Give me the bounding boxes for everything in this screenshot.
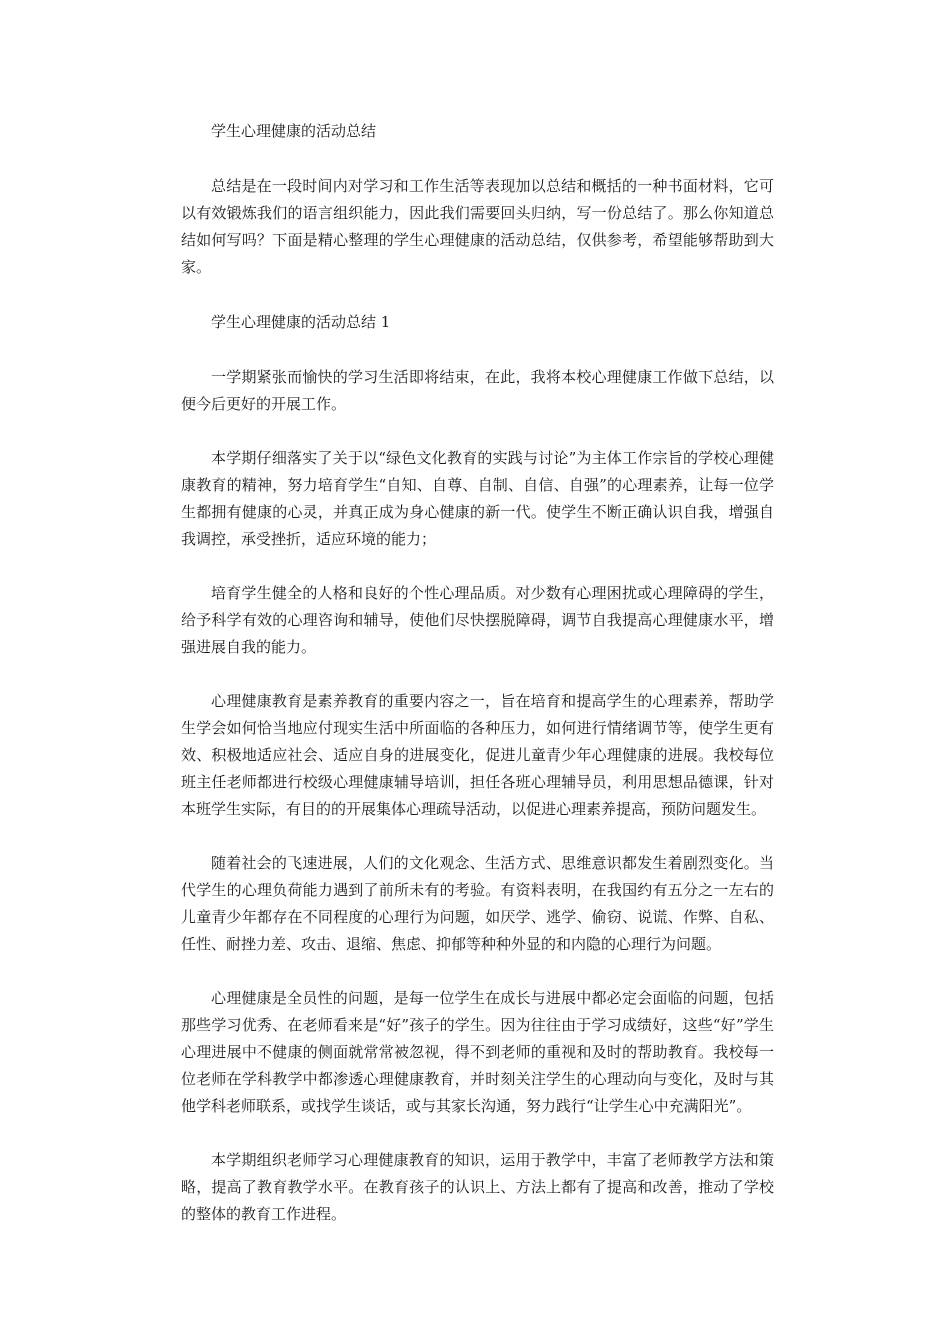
body-paragraph: 本学期仔细落实了关于以“绿色文化教育的实践与讨论”为主体工作宗旨的学校心理健康教育的精神，努力培育学生“自知、自尊、自制、自信、自强”的心理素养，让每一位学生都拥有健康的心灵，并真正成为身心健康的新一代。使学生不断正确认识自我，增强自我调控，承受挫折，适应环境的能力； — [181, 449, 774, 548]
document-title: 学生心理健康的活动总结 — [211, 122, 377, 140]
body-paragraph: 心理健康是全员性的问题，是每一位学生在成长与进展中都必定会面临的问题，包括那些学习优秀、在老师看来是“好”孩子的学生。因为往往由于学习成绩好，这些“好”学生心理进展中不健康的侧面就常常被忽视，得不到老师的重视和及时的帮助教育。我校每一位老师在学科教学中都渗透心理健康教育，并时刻关注学生的心理动向与变化，及时与其他学科老师联系，或找学生谈话，或与其家长沟通，努力践行“让学生心中充满阳光”。 — [181, 989, 774, 1115]
body-paragraph: 随着社会的飞速进展，人们的文化观念、生活方式、思维意识都发生着剧烈变化。当代学生的心理负荷能力遇到了前所未有的考验。有资料表明，在我国约有五分之一左右的儿童青少年都存在不同程度的心理行为问题，如厌学、逃学、偷窃、说谎、作弊、自私、任性、耐挫力差、攻击、退缩、焦虑、抑郁等种种外显的和内隐的心理行为问题。 — [181, 854, 774, 953]
body-paragraph: 本学期组织老师学习心理健康教育的知识，运用于教学中，丰富了老师教学方法和策略，提高了教育教学水平。在教育孩子的认识上、方法上都有了提高和改善，推动了学校的整体的教育工作进程。 — [181, 1151, 774, 1223]
intro-paragraph: 总结是在一段时间内对学习和工作生活等表现加以总结和概括的一种书面材料，它可以有效锻炼我们的语言组织能力，因此我们需要回头归纳，写一份总结了。那么你知道总结如何写吗？下面是精心整理的学生心理健康的活动总结，仅供参考，希望能够帮助到大家。 — [181, 177, 774, 276]
section-title: 学生心理健康的活动总结 1 — [211, 313, 391, 331]
body-paragraph: 心理健康教育是素养教育的重要内容之一，旨在培育和提高学生的心理素养，帮助学生学会如何恰当地应付现实生活中所面临的各种压力，如何进行情绪调节等，使学生更有效、积极地适应社会、适应自身的进展变化，促进儿童青少年心理健康的进展。我校每位班主任老师都进行校级心理健康辅导培训，担任各班心理辅导员，利用思想品德课，针对本班学生实际，有目的的开展集体心理疏导活动，以促进心理素养提高，预防问题发生。 — [181, 692, 774, 818]
body-paragraph: 培育学生健全的人格和良好的个性心理品质。对少数有心理困扰或心理障碍的学生，给予科学有效的心理咨询和辅导，使他们尽快摆脱障碍，调节自我提高心理健康水平，增强进展自我的能力。 — [181, 584, 774, 656]
body-paragraph: 一学期紧张而愉快的学习生活即将结束，在此，我将本校心理健康工作做下总结，以便今后更好的开展工作。 — [181, 368, 774, 413]
document-body — [181, 118, 774, 1255]
